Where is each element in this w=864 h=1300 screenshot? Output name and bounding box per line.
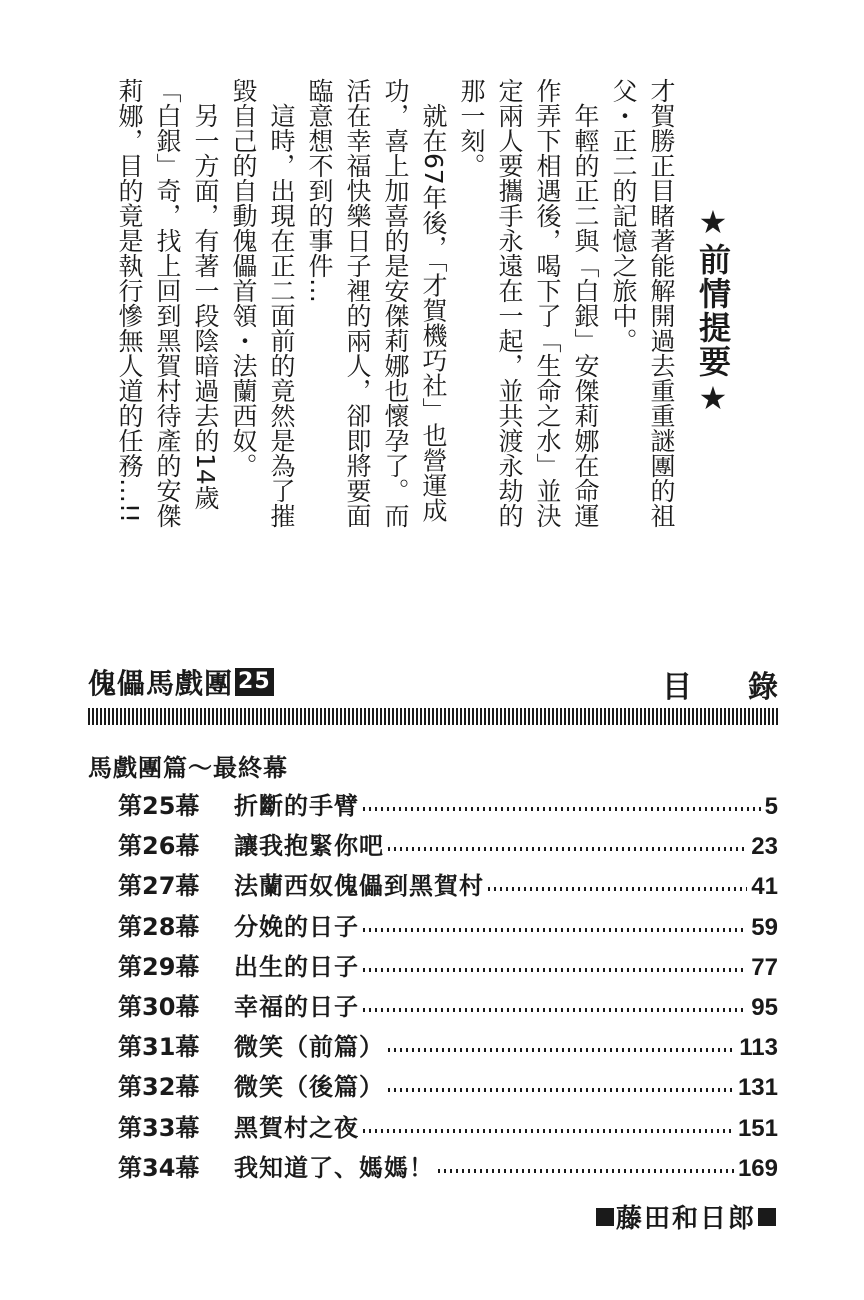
chapter-row[interactable]: [118, 866, 778, 906]
chapter-page: 5: [764, 793, 778, 820]
chapter-name: 微笑（後篇）: [234, 1073, 384, 1102]
toc-header: [88, 662, 834, 705]
chapter-row[interactable]: [118, 1027, 778, 1067]
dot-leader: [363, 807, 761, 811]
volume-badge: 25: [235, 668, 274, 696]
chapter-row[interactable]: [118, 786, 778, 826]
chapter-name: 幸福的日子: [234, 992, 359, 1021]
chapter-page: 23: [751, 833, 778, 861]
chapter-page: 41: [751, 873, 778, 901]
synopsis-body: [80, 78, 680, 548]
chapter-row[interactable]: [118, 947, 778, 987]
dot-leader: [363, 1008, 747, 1012]
chapter-name: 分娩的日子: [234, 912, 359, 941]
dot-leader: [363, 1129, 734, 1133]
chapter-row[interactable]: [118, 1067, 778, 1107]
dot-leader: [388, 1048, 735, 1052]
chapter-name: 法蘭西奴傀儡到黑賀村: [234, 872, 484, 901]
dot-leader: [388, 1088, 734, 1092]
chapter-row[interactable]: [118, 987, 778, 1027]
chapter-name: 微笑（前篇）: [234, 1033, 384, 1062]
chapter-number: 第28幕: [118, 912, 200, 941]
chapter-number: 第27幕: [118, 872, 200, 901]
dot-leader: [388, 847, 747, 851]
author-credit: [594, 1198, 778, 1235]
chapter-page: 131: [737, 1074, 778, 1102]
chapter-list: [118, 786, 778, 1188]
synopsis-paragraph: 年輕的正二與「白銀」安傑莉娜在命運作弄下相遇後，喝下了「生命之水」並決定兩人要攜手永遠在一起，並共渡永劫的那一刻。: [457, 78, 600, 528]
chapter-page: 59: [751, 913, 778, 941]
toc-title: 目錄: [662, 670, 834, 705]
synopsis-heading-block: [690, 78, 740, 548]
chapter-name: 讓我抱緊你吧: [234, 832, 384, 861]
chapter-row[interactable]: [118, 826, 778, 866]
synopsis-paragraph: 就在67年後，「才賀機巧社」也營運成功，喜上加喜的是安傑莉娜也懷孕了。而活在幸福快樂日子裡的兩人，卻即將要面臨意想不到的事件…: [305, 78, 448, 528]
synopsis-paragraph: 另一方面，有著一段陰暗過去的14歲「白銀」奇，找上回到黑賀村待產的安傑莉娜，目的竟是執行慘無人道的任務…!!: [115, 78, 220, 528]
chapter-name: 黑賀村之夜: [234, 1113, 359, 1142]
chapter-number: 第33幕: [118, 1113, 200, 1142]
square-icon: [758, 1208, 776, 1226]
book-title-block: [88, 662, 274, 702]
chapter-page: 95: [751, 993, 778, 1021]
book-title: 傀儡馬戲團: [88, 667, 234, 700]
synopsis-heading: ★前情提要★: [694, 203, 732, 419]
chapter-name: 出生的日子: [234, 952, 359, 981]
synopsis-section: [80, 78, 730, 548]
chapter-page: 113: [739, 1034, 778, 1062]
chapter-number: 第26幕: [118, 832, 200, 861]
synopsis-paragraph: 才賀勝正目睹著能解開過去重重謎團的祖父・正二的記憶之旅中。: [609, 78, 676, 528]
square-icon: [596, 1208, 614, 1226]
chapter-row[interactable]: [118, 1108, 778, 1148]
dot-leader: [488, 887, 747, 891]
dot-leader: [363, 928, 747, 932]
dot-leader: [363, 968, 747, 972]
barcode-rule: [88, 708, 778, 725]
chapter-row[interactable]: [118, 907, 778, 947]
chapter-number: 第29幕: [118, 952, 200, 981]
chapter-name: 我知道了、媽媽！: [234, 1153, 434, 1182]
synopsis-paragraph: 這時，出現在正二面前的竟然是為了摧毀自己的自動傀儡首領・法蘭西奴。: [229, 78, 296, 528]
chapter-number: 第30幕: [118, 992, 200, 1021]
dot-leader: [438, 1169, 734, 1173]
author-name: 藤田和日郎: [615, 1204, 756, 1234]
chapter-number: 第32幕: [118, 1073, 200, 1102]
chapter-name: 折斷的手臂: [234, 792, 359, 820]
chapter-page: 169: [737, 1154, 778, 1182]
chapter-number: 第31幕: [118, 1033, 200, 1062]
chapter-number: 第34幕: [118, 1153, 200, 1182]
chapter-number: 第25幕: [118, 792, 200, 820]
chapter-page: 151: [737, 1114, 778, 1142]
section-title: 馬戲團篇〜最終幕: [88, 754, 288, 782]
chapter-row[interactable]: [118, 1148, 778, 1188]
chapter-page: 77: [751, 953, 778, 981]
